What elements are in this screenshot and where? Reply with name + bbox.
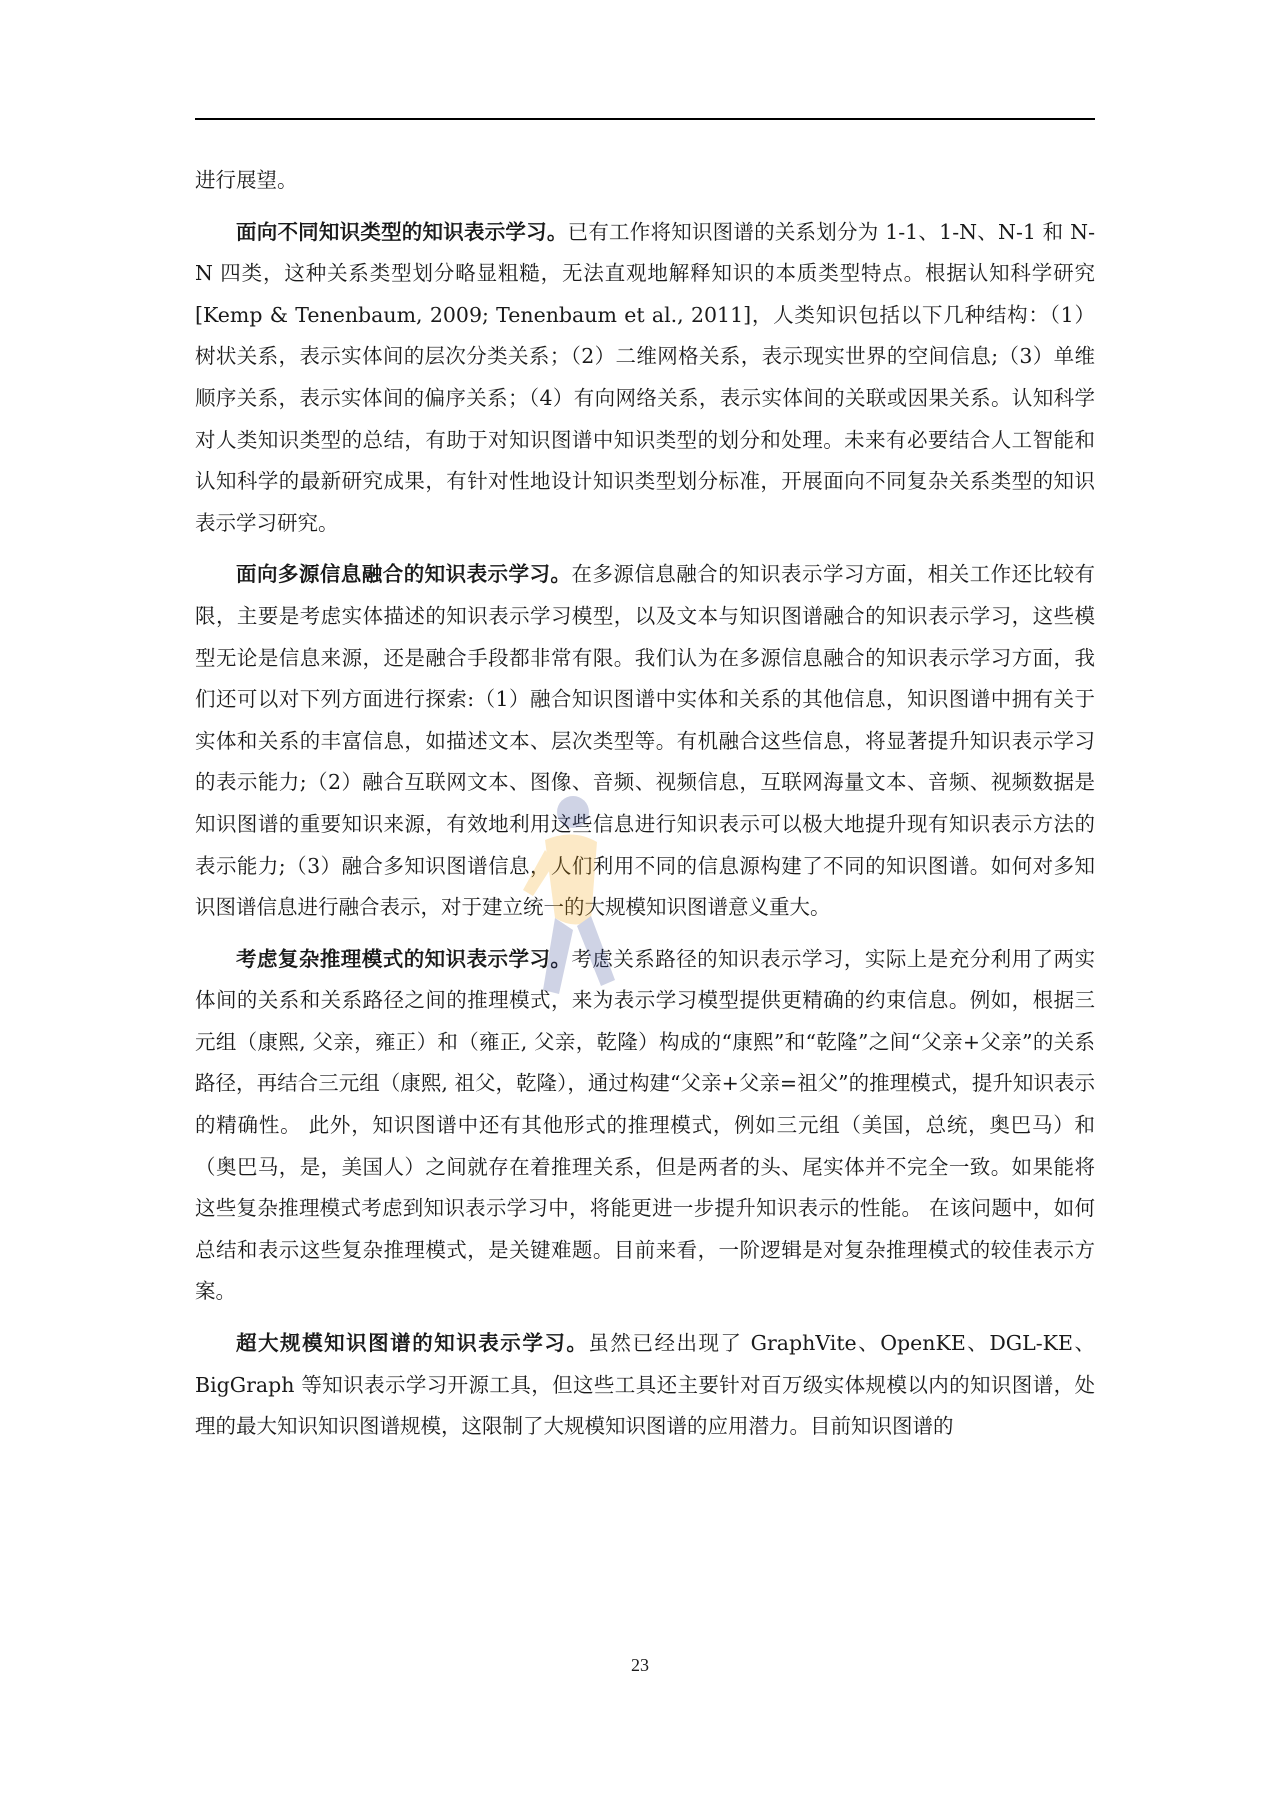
watermark-figure-icon	[515, 790, 625, 1050]
paragraph-large-scale	[195, 1323, 1095, 1448]
paragraph-heading: 面向多源信息融合的知识表示学习。	[236, 562, 572, 587]
paragraph-heading: 考虑复杂推理模式的知识表示学习。	[236, 946, 572, 971]
header-rule	[195, 118, 1095, 120]
paragraph-knowledge-types	[195, 212, 1095, 545]
paragraph-multisource-fusion	[195, 554, 1095, 928]
paragraph-text: 虽然已经出现了 GraphVite、OpenKE、DGL-KE、BigGraph 等知识表示学习开源工具，但这些工具还主要针对百万级实体规模以内的知识图谱，处理的最大知识知识图谱规模，这限制了大规模知识图谱的应用潜力。目前知识图谱的	[195, 1331, 1095, 1439]
paragraph-heading: 面向不同知识类型的知识表示学习。	[236, 219, 568, 244]
paragraph-text: 在多源信息融合的知识表示学习方面，相关工作还比较有限，主要是考虑实体描述的知识表示学习模型，以及文本与知识图谱融合的知识表示学习，这些模型无论是信息来源，还是融合手段都非常有限。我们认为在多源信息融合的知识表示学习方面，我们还可以对下列方面进行探索:（1）融合知识图谱中实体和关系的其他信息，知识图谱中拥有关于实体和关系的丰富信息，如描述文本、层次类型等。有机融合这些信息，将显著提升知识表示学习的表示能力;（2）融合互联网文本、图像、音频、视频信息，互联网海量文本、音频、视频数据是知识图谱的重要知识来源，有效地利用这些信息进行知识表示可以极大地提升现有知识表示方法的表示能力;（3）融合多知识图谱信息，人们利用不同的信息源构建了不同的知识图谱。如何对多知识图谱信息进行融合表示，对于建立统一的大规模知识图谱意义重大。	[195, 562, 1096, 920]
paragraph-continuation	[195, 160, 1095, 202]
paragraph-complex-reasoning	[195, 939, 1095, 1313]
page-number: 23	[631, 1655, 649, 1675]
paragraph-heading: 超大规模知识图谱的知识表示学习。	[236, 1331, 589, 1356]
paragraph-text: 考虑关系路径的知识表示学习，实际上是充分利用了两实体间的关系和关系路径之间的推理模式，来为表示学习模型提供更精确的约束信息。例如，根据三元组（康熙, 父亲，雍正）和（雍正, 父亲，乾隆）构成的“康熙”和“乾隆”之间“父亲+父亲”的关系路径，再结合三元组（康熙, 祖父，乾隆），通过构建“父亲+父亲=祖父”的推理模式，提升知识表示的精确性。 此外，知识图谱中还有其他形式的推理模式，例如三元组（美国，总统，奥巴马）和（奥巴马，是，美国人）之间就存在着推理关系，但是两者的头、尾实体并不完全一致。如果能将这些复杂推理模式考虑到知识表示学习中，将能更进一步提升知识表示的性能。 在该问题中，如何总结和表示这些复杂推理模式，是关键难题。目前来看，一阶逻辑是对复杂推理模式的较佳表示方案。	[195, 946, 1096, 1304]
body-text	[195, 160, 1095, 1458]
paragraph-text: 已有工作将知识图谱的关系划分为 1-1、1-N、N-1 和 N-N 四类，这种关系类型划分略显粗糙，无法直观地解释知识的本质类型特点。根据认知科学研究[Kemp & Tenenbaum, 2009; Tenenbaum et al., 2011]，人类知识包括以下几种结构：（1）树状关系，表示实体间的层次分类关系；（2）二维网格关系，表示现实世界的空间信息;（3）单维顺序关系，表示实体间的偏序关系；（4）有向网络关系，表示实体间的关联或因果关系。认知科学对人类知识类型的总结，有助于对知识图谱中知识类型的划分和处理。未来有必要结合人工智能和认知科学的最新研究成果，有针对性地设计知识类型划分标准，开展面向不同复杂关系类型的知识表示学习研究。	[195, 219, 1095, 535]
paragraph-text: 进行展望。	[195, 168, 298, 192]
